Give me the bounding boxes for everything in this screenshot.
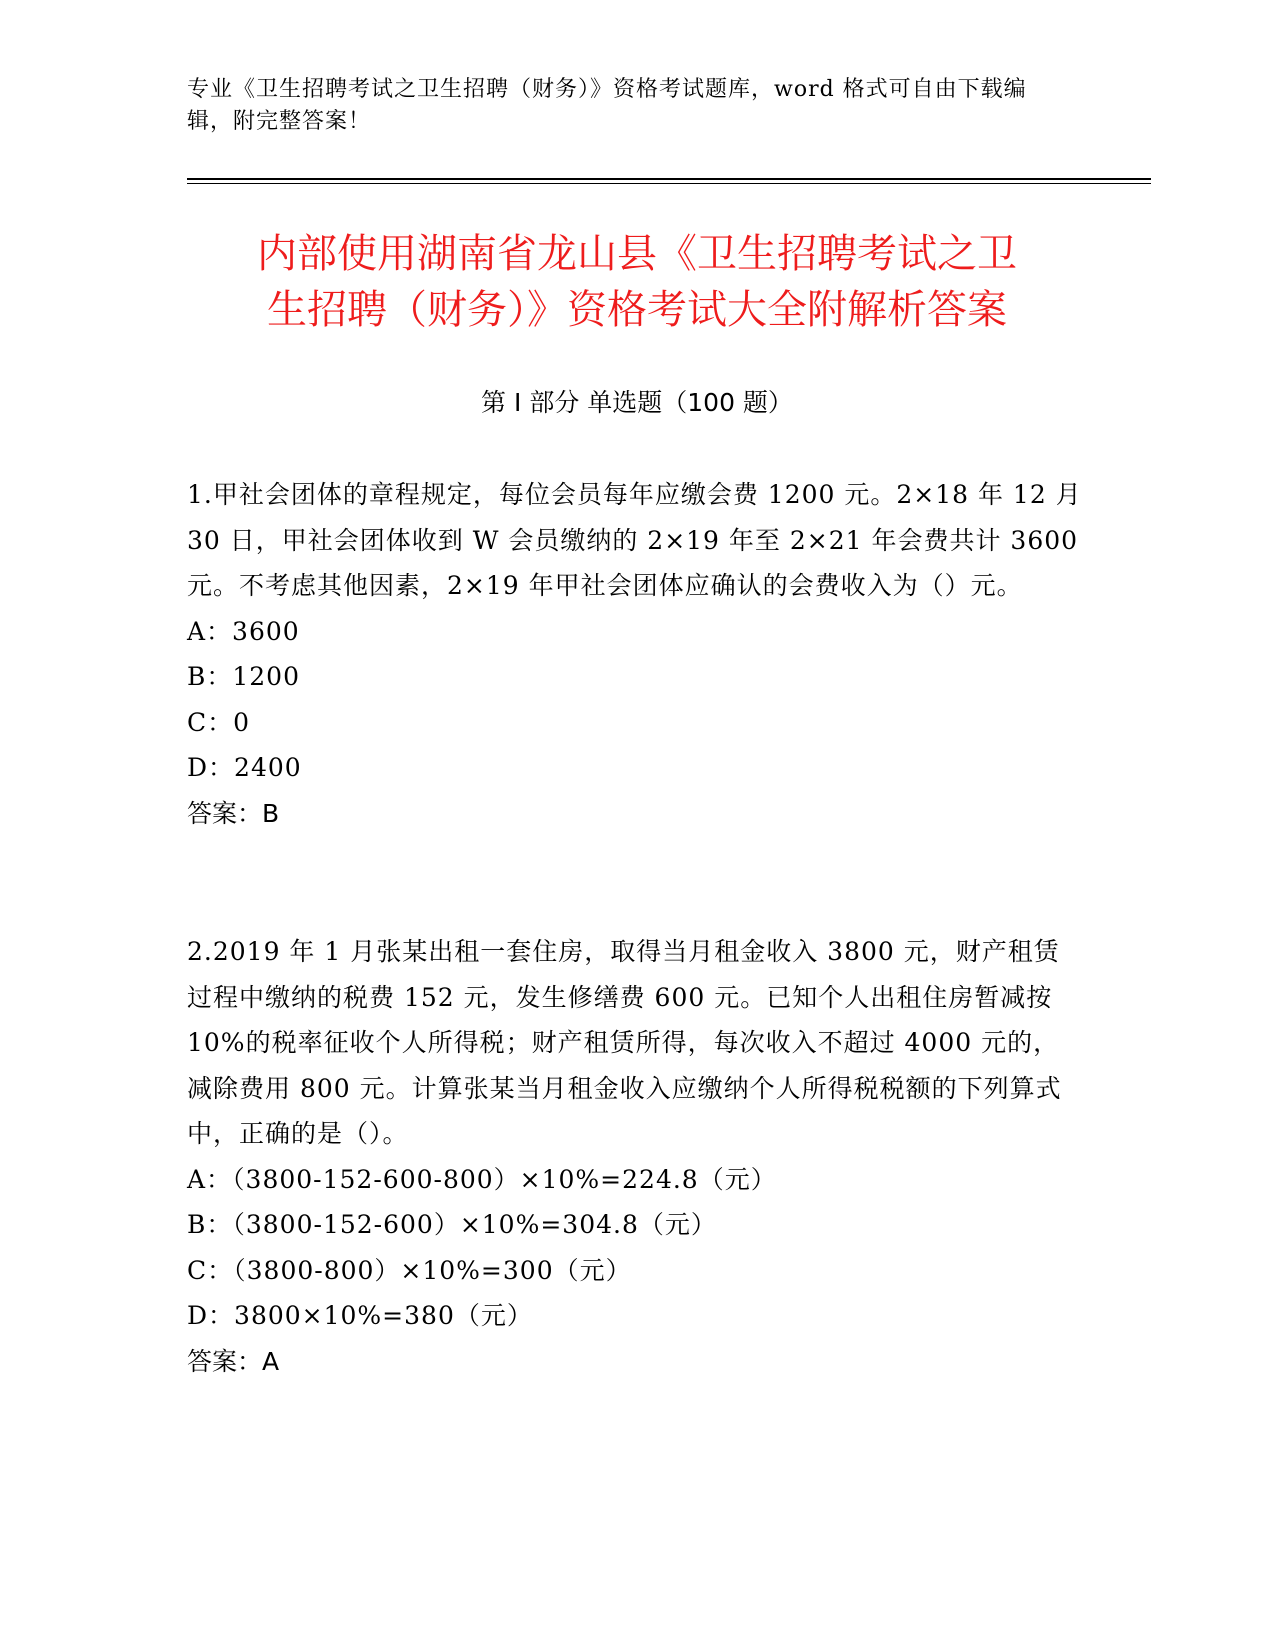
question-1	[187, 472, 1082, 836]
option-b: B：1200	[187, 662, 300, 691]
header-divider-thick	[187, 178, 1151, 180]
option-b: B：（3800-152-600）×10%=304.8（元）	[187, 1210, 717, 1239]
header-divider-thin	[187, 183, 1151, 184]
section-title: 第 I 部分 单选题（100 题）	[481, 388, 793, 417]
question-2	[187, 929, 1082, 1384]
header-note: 专业《卫生招聘考试之卫生招聘（财务）》资格考试题库，word 格式可自由下载编辑，附完整答案！	[187, 77, 1027, 134]
option-a: A：3600	[187, 616, 300, 646]
option-d: D：2400	[187, 753, 302, 782]
question-stem: 1.甲社会团体的章程规定，每位会员每年应缴会费 1200 元。2×18 年 12 月 30 日，甲社会团体收到 W 会员缴纳的 2×19 年至 2×21 年会费共计 3600 元。不考虑其他因素，2×19 年甲社会团体应确认的会费收入为（）元。	[187, 480, 1082, 600]
document-title-line-1: 内部使用湖南省龙山县《卫生招聘考试之卫	[257, 231, 1017, 277]
document-title	[187, 226, 1087, 338]
option-c: C：0	[187, 707, 251, 737]
answer: 答案：B	[187, 798, 280, 828]
document-title-line-2: 生招聘（财务）》资格考试大全附解析答案	[267, 287, 1007, 333]
option-a: A：（3800-152-600-800）×10%=224.8（元）	[187, 1164, 777, 1194]
option-d: D：3800×10%=380（元）	[187, 1301, 533, 1330]
question-stem: 2.2019 年 1 月张某出租一套住房，取得当月租金收入 3800 元，财产租赁过程中缴纳的税费 152 元，发生修缮费 600 元。已知个人出租住房暂减按 10%的税率征收个人所得税；财产租赁所得，每次收入不超过 4000 元的，减除费用 800 元。计算张某当月租金收入应缴纳个人所得税税额的下列算式中，正确的是（）。	[187, 937, 1062, 1148]
option-c: C：（3800-800）×10%=300（元）	[187, 1255, 632, 1285]
answer: 答案：A	[187, 1346, 280, 1376]
